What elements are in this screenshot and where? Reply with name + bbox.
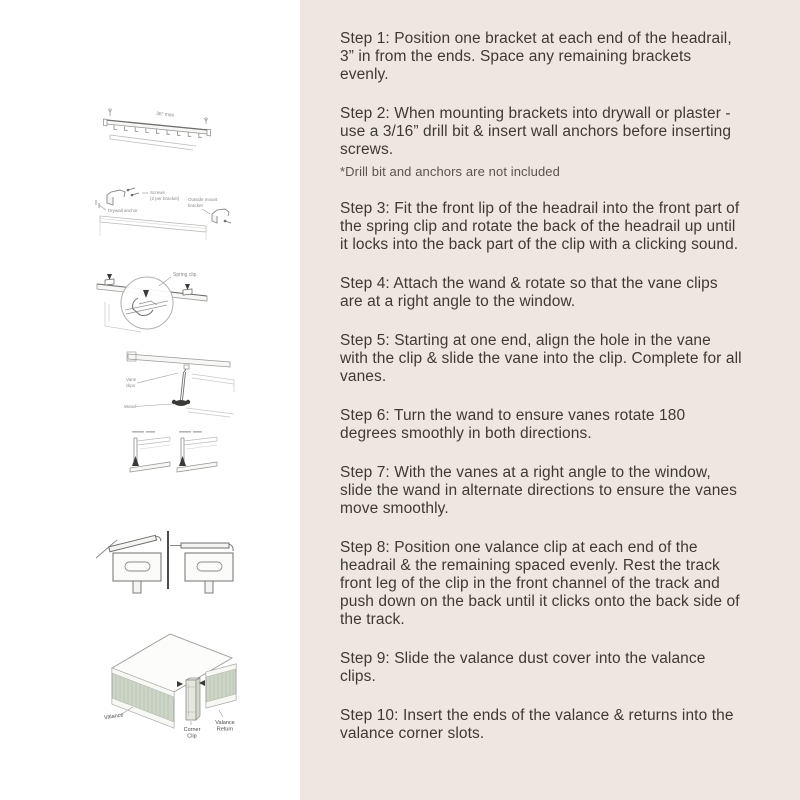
step-9-text: Step 9: Slide the valance dust cover into the valance clips. [340, 650, 706, 685]
valance-return-part [206, 664, 236, 708]
figure-wand [122, 348, 240, 422]
vane-clips-label-line2: clips [126, 383, 136, 388]
outside-mount-label-line2: bracket [188, 203, 203, 208]
step-7-text: Step 7: With the vanes at a right angle to the window, slide the wand in alternate directions to ensure the vanes move smoothly. [340, 464, 737, 517]
figure-valance-clip [95, 523, 235, 599]
vane-view-left [130, 431, 170, 472]
screws-label-line1: Screws [150, 190, 165, 195]
headrail-dimension-label: 36” max [155, 111, 175, 119]
step-10-text: Step 10: Insert the ends of the valance & returns into the valance corner slots. [340, 707, 734, 742]
instructions-panel [300, 0, 800, 800]
valance-return-label-line1: Valance [215, 720, 235, 726]
vane-view-right [177, 431, 217, 472]
drywall-anchor-label: Drywall anchor [108, 208, 138, 213]
step-3-text: Step 3: Fit the front lip of the headrail into the front part of the spring clip and rotate the back of the headrail up until it locks into the back part of the clip with a clicking sound. [340, 200, 740, 253]
corner-clip-label-line1: Corner [183, 727, 201, 733]
figure-headrail [100, 103, 220, 155]
clip-view-tilted [96, 534, 161, 593]
clip-view-seated [170, 543, 233, 593]
drill-bit-note: *Drill bit and anchors are not included [340, 164, 560, 179]
step-5-text: Step 5: Starting at one end, align the hole in the vane with the clip & slide the vane into the clip. Complete for all vanes. [340, 332, 742, 385]
step-1-text: Step 1: Position one bracket at each end of the headrail, 3” in from the ends. Space any remaining brackets evenly. [340, 30, 732, 83]
wand-label: Wand [124, 404, 136, 409]
figure-valance-assembly [100, 620, 264, 745]
step-6-text: Step 6: Turn the wand to ensure vanes rotate 180 degrees smoothly in both directions. [340, 407, 686, 442]
corner-clip-label-line2: Clip [187, 733, 197, 740]
figure-spring-clip [93, 256, 221, 338]
spring-clip-label: Spring clip [173, 272, 197, 278]
step-4-text: Step 4: Attach the wand & rotate so that the vane clips are at a right angle to the window. [340, 275, 718, 310]
diagram-column [0, 0, 300, 800]
step-8-text: Step 8: Position one valance clip at each end of the headrail & the remaining spaced evenly. Rest the track front leg of the clip in the front channel of the track and push down on the back until it clicks onto the back side of the track. [340, 539, 740, 628]
figure-mounting-brackets [92, 180, 234, 246]
corner-clip-part [186, 678, 200, 720]
valance-label: Valance [103, 712, 124, 722]
vane-clips-label-line1: Vane [126, 377, 137, 382]
step-2-text: Step 2: When mounting brackets into drywall or plaster - use a 3/16” drill bit & insert wall anchors before inserting screws. [340, 105, 732, 158]
screws-label-line2: (2 per bracket) [150, 196, 180, 201]
figure-vane-insertion [128, 428, 224, 482]
valance-return-label-line2: Return [216, 726, 234, 733]
outside-mount-label-line1: Outside mount [188, 197, 218, 202]
